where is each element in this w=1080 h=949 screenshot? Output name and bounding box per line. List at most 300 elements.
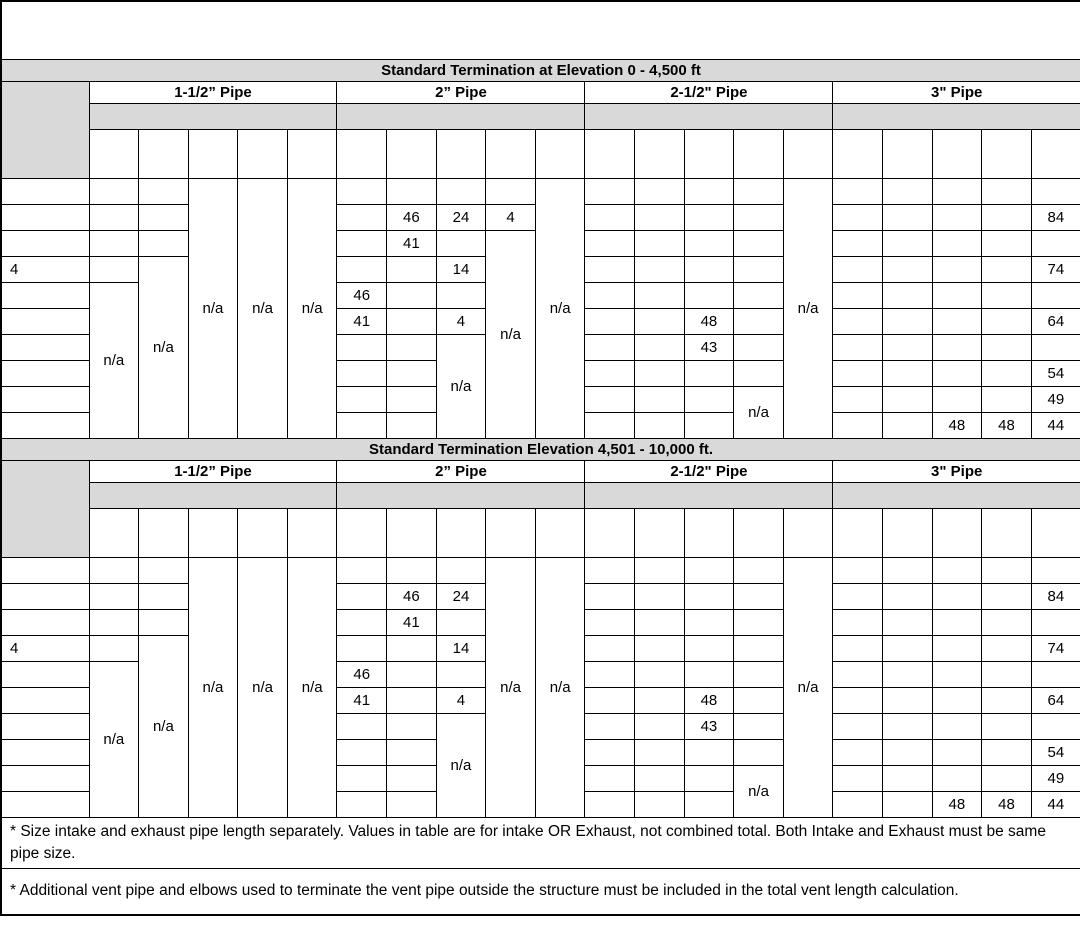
data-cell — [734, 204, 784, 230]
corner-cell — [1, 460, 89, 557]
column-header-cell — [982, 508, 1032, 557]
model-cell — [1, 765, 89, 791]
data-cell — [89, 256, 139, 282]
corner-cell — [1, 81, 89, 178]
data-cell — [833, 230, 883, 256]
pipe-size-header: 3" Pipe — [833, 460, 1080, 482]
data-cell — [387, 282, 437, 308]
data-cell — [982, 609, 1032, 635]
model-cell — [1, 204, 89, 230]
data-cell: 84 — [1031, 204, 1080, 230]
data-cell — [387, 661, 437, 687]
subheader-band — [89, 482, 337, 508]
data-cell: n/a — [89, 661, 139, 817]
data-cell: n/a — [238, 178, 288, 438]
column-header-cell — [932, 129, 982, 178]
model-cell — [1, 178, 89, 204]
data-cell — [585, 308, 635, 334]
column-header-cell — [1031, 508, 1080, 557]
data-cell — [883, 765, 933, 791]
section-banner: Standard Termination Elevation 4,501 - 10,000 ft. — [1, 438, 1080, 460]
data-cell — [734, 557, 784, 583]
data-cell — [1031, 334, 1080, 360]
data-cell — [883, 334, 933, 360]
subheader-band — [585, 482, 833, 508]
data-cell — [883, 739, 933, 765]
data-cell — [635, 713, 685, 739]
data-cell: 41 — [337, 687, 387, 713]
data-cell — [734, 308, 784, 334]
model-cell — [1, 739, 89, 765]
data-cell — [833, 334, 883, 360]
data-cell — [337, 609, 387, 635]
data-cell — [982, 583, 1032, 609]
pipe-size-header: 2” Pipe — [337, 460, 585, 482]
data-cell — [684, 609, 734, 635]
column-header-cell — [337, 129, 387, 178]
data-cell — [982, 713, 1032, 739]
pipe-size-header: 3" Pipe — [833, 81, 1080, 103]
data-cell: 48 — [932, 412, 982, 438]
column-header-cell — [238, 508, 288, 557]
column-header-cell — [783, 508, 833, 557]
data-cell — [1031, 230, 1080, 256]
pipe-size-header: 2-1/2" Pipe — [585, 81, 833, 103]
data-cell — [684, 204, 734, 230]
data-cell: n/a — [734, 765, 784, 817]
data-cell — [932, 609, 982, 635]
column-header-cell — [535, 129, 585, 178]
data-cell — [585, 739, 635, 765]
data-cell — [585, 713, 635, 739]
data-cell — [387, 412, 437, 438]
data-cell — [387, 334, 437, 360]
data-cell: n/a — [436, 713, 486, 817]
data-cell — [89, 609, 139, 635]
data-cell — [684, 360, 734, 386]
data-cell — [833, 739, 883, 765]
data-cell — [883, 308, 933, 334]
data-cell: 64 — [1031, 687, 1080, 713]
data-cell — [387, 557, 437, 583]
data-cell: 74 — [1031, 635, 1080, 661]
data-cell: n/a — [734, 386, 784, 438]
data-cell — [932, 583, 982, 609]
data-cell — [387, 765, 437, 791]
model-cell: 4 — [1, 635, 89, 661]
data-cell: n/a — [287, 178, 337, 438]
subheader-band — [585, 103, 833, 129]
data-cell — [734, 583, 784, 609]
data-cell: n/a — [139, 635, 189, 817]
data-cell — [734, 360, 784, 386]
data-cell — [833, 412, 883, 438]
data-cell: n/a — [486, 230, 536, 438]
data-cell — [635, 739, 685, 765]
data-cell: n/a — [139, 256, 189, 438]
column-header-cell — [833, 129, 883, 178]
section-banner-row — [1, 438, 1080, 460]
data-cell — [585, 583, 635, 609]
data-cell — [585, 791, 635, 817]
column-header-cell — [684, 129, 734, 178]
subheader-row — [1, 482, 1080, 508]
data-cell — [337, 256, 387, 282]
data-cell — [436, 178, 486, 204]
data-cell — [982, 230, 1032, 256]
data-cell — [932, 661, 982, 687]
data-cell — [635, 204, 685, 230]
data-cell — [337, 557, 387, 583]
data-cell: 54 — [1031, 360, 1080, 386]
model-cell — [1, 308, 89, 334]
data-cell — [833, 791, 883, 817]
data-cell — [982, 765, 1032, 791]
data-cell: n/a — [287, 557, 337, 817]
data-cell — [1031, 609, 1080, 635]
data-cell — [337, 204, 387, 230]
data-cell — [635, 178, 685, 204]
data-cell — [337, 583, 387, 609]
data-cell: 24 — [436, 204, 486, 230]
data-cell — [932, 308, 982, 334]
data-cell: 24 — [436, 583, 486, 609]
data-cell: 41 — [387, 609, 437, 635]
data-cell — [684, 635, 734, 661]
model-cell — [1, 583, 89, 609]
column-header-cell — [287, 508, 337, 557]
subheader-band — [337, 482, 585, 508]
data-cell: 41 — [337, 308, 387, 334]
data-cell — [684, 791, 734, 817]
column-header-cell — [585, 508, 635, 557]
column-header-cell — [89, 508, 139, 557]
model-cell — [1, 791, 89, 817]
data-cell: 64 — [1031, 308, 1080, 334]
data-cell — [883, 360, 933, 386]
data-cell — [387, 791, 437, 817]
data-cell — [585, 412, 635, 438]
column-header-cell — [89, 129, 139, 178]
data-cell — [387, 687, 437, 713]
data-cell — [833, 256, 883, 282]
subheader-band — [833, 482, 1080, 508]
data-cell — [684, 386, 734, 412]
data-cell — [585, 635, 635, 661]
data-cell: n/a — [486, 557, 536, 817]
model-cell — [1, 334, 89, 360]
data-cell — [734, 661, 784, 687]
pipe-size-header: 2-1/2" Pipe — [585, 460, 833, 482]
data-cell — [982, 635, 1032, 661]
data-cell — [436, 609, 486, 635]
data-cell — [585, 386, 635, 412]
data-cell: 54 — [1031, 739, 1080, 765]
data-cell — [734, 230, 784, 256]
column-header-cell — [883, 129, 933, 178]
data-cell: 4 — [436, 687, 486, 713]
data-cell: 46 — [387, 204, 437, 230]
data-cell — [1031, 178, 1080, 204]
data-cell — [982, 360, 1032, 386]
data-cell — [982, 557, 1032, 583]
data-cell: n/a — [783, 557, 833, 817]
data-cell — [635, 583, 685, 609]
data-cell — [337, 178, 387, 204]
data-cell — [883, 661, 933, 687]
data-cell — [89, 557, 139, 583]
data-cell — [684, 557, 734, 583]
footnote-row — [1, 817, 1080, 869]
column-header-cell — [436, 129, 486, 178]
data-cell: 43 — [684, 713, 734, 739]
column-header-cell — [337, 508, 387, 557]
data-cell — [883, 256, 933, 282]
data-cell — [932, 635, 982, 661]
pipe-header-row — [1, 81, 1080, 103]
column-header-cell — [833, 508, 883, 557]
data-cell — [1031, 282, 1080, 308]
data-cell — [387, 713, 437, 739]
data-cell — [635, 635, 685, 661]
data-cell — [635, 765, 685, 791]
data-cell — [883, 635, 933, 661]
data-cell — [337, 360, 387, 386]
data-cell — [337, 713, 387, 739]
data-cell — [883, 386, 933, 412]
data-cell — [585, 178, 635, 204]
data-cell: 48 — [982, 791, 1032, 817]
data-cell — [932, 334, 982, 360]
data-cell — [932, 178, 982, 204]
model-cell — [1, 687, 89, 713]
data-cell — [982, 256, 1032, 282]
column-header-cell — [982, 129, 1032, 178]
column-header-cell — [387, 508, 437, 557]
data-cell — [932, 230, 982, 256]
data-cell — [585, 765, 635, 791]
data-cell — [883, 687, 933, 713]
data-cell: 46 — [387, 583, 437, 609]
data-cell — [1031, 661, 1080, 687]
model-cell — [1, 386, 89, 412]
data-cell — [337, 791, 387, 817]
data-cell — [932, 386, 982, 412]
data-cell — [734, 609, 784, 635]
data-cell — [635, 791, 685, 817]
data-cell: 48 — [684, 687, 734, 713]
pipe-size-header: 2” Pipe — [337, 81, 585, 103]
data-cell — [883, 713, 933, 739]
column-header-cell — [535, 508, 585, 557]
data-cell — [585, 256, 635, 282]
data-cell — [436, 282, 486, 308]
column-header-row — [1, 129, 1080, 178]
data-cell — [635, 557, 685, 583]
data-cell — [883, 412, 933, 438]
data-cell — [139, 557, 189, 583]
column-header-cell — [139, 508, 189, 557]
data-cell — [883, 557, 933, 583]
data-cell — [833, 687, 883, 713]
data-cell: 41 — [387, 230, 437, 256]
data-cell — [684, 282, 734, 308]
data-cell — [734, 282, 784, 308]
data-cell — [932, 713, 982, 739]
data-cell — [833, 661, 883, 687]
data-cell — [684, 230, 734, 256]
data-cell — [635, 609, 685, 635]
data-cell — [89, 230, 139, 256]
data-cell — [833, 204, 883, 230]
subheader-band — [833, 103, 1080, 129]
data-cell: n/a — [535, 557, 585, 817]
data-cell — [932, 282, 982, 308]
data-cell — [635, 412, 685, 438]
footnote-row — [1, 869, 1080, 915]
data-cell — [833, 282, 883, 308]
data-cell — [139, 609, 189, 635]
column-header-cell — [734, 129, 784, 178]
data-cell — [734, 713, 784, 739]
data-cell — [833, 713, 883, 739]
data-cell — [387, 178, 437, 204]
data-cell — [139, 583, 189, 609]
model-cell — [1, 713, 89, 739]
data-cell — [585, 334, 635, 360]
data-cell: 44 — [1031, 412, 1080, 438]
data-cell — [982, 308, 1032, 334]
data-cell — [89, 204, 139, 230]
data-cell — [635, 334, 685, 360]
data-cell — [734, 178, 784, 204]
section-banner: Standard Termination at Elevation 0 - 4,500 ft — [1, 59, 1080, 81]
data-cell — [932, 204, 982, 230]
data-cell: 14 — [436, 256, 486, 282]
column-header-cell — [1031, 129, 1080, 178]
data-cell — [387, 360, 437, 386]
data-cell — [833, 583, 883, 609]
data-cell: 4 — [436, 308, 486, 334]
data-cell: 14 — [436, 635, 486, 661]
column-header-cell — [684, 508, 734, 557]
data-cell — [635, 308, 685, 334]
data-cell — [833, 360, 883, 386]
subheader-band — [337, 103, 585, 129]
data-cell — [337, 765, 387, 791]
data-cell: 48 — [932, 791, 982, 817]
data-cell — [932, 557, 982, 583]
data-cell: 49 — [1031, 765, 1080, 791]
column-header-cell — [883, 508, 933, 557]
data-cell: n/a — [238, 557, 288, 817]
column-header-cell — [486, 129, 536, 178]
blank-title-cell — [1, 1, 1080, 59]
data-row — [1, 178, 1080, 204]
data-cell — [585, 609, 635, 635]
data-cell — [734, 739, 784, 765]
data-cell — [684, 256, 734, 282]
data-cell — [337, 412, 387, 438]
model-cell — [1, 412, 89, 438]
data-cell — [833, 557, 883, 583]
data-cell — [436, 557, 486, 583]
data-cell — [387, 386, 437, 412]
data-cell: 84 — [1031, 583, 1080, 609]
data-cell — [833, 308, 883, 334]
data-cell — [585, 230, 635, 256]
footnote-text: * Size intake and exhaust pipe length separately. Values in table are for intake OR Exhaust, not combined total. Both Intake and Exhaust must be same pipe size. — [1, 817, 1080, 869]
data-cell — [635, 386, 685, 412]
data-cell — [684, 765, 734, 791]
data-cell — [883, 178, 933, 204]
column-header-cell — [287, 129, 337, 178]
data-cell — [585, 204, 635, 230]
data-cell — [883, 204, 933, 230]
data-cell — [684, 178, 734, 204]
data-cell — [734, 687, 784, 713]
data-cell — [982, 334, 1032, 360]
data-cell — [982, 661, 1032, 687]
model-cell — [1, 282, 89, 308]
data-cell — [585, 360, 635, 386]
data-cell — [932, 360, 982, 386]
column-header-cell — [734, 508, 784, 557]
data-cell — [883, 583, 933, 609]
subheader-band — [89, 103, 337, 129]
data-cell: n/a — [436, 334, 486, 438]
data-cell — [635, 230, 685, 256]
column-header-row — [1, 508, 1080, 557]
data-cell — [387, 308, 437, 334]
data-cell — [635, 360, 685, 386]
data-cell — [89, 635, 139, 661]
data-cell: 4 — [486, 204, 536, 230]
blank-title-row — [1, 1, 1080, 59]
data-cell — [734, 635, 784, 661]
data-cell — [436, 230, 486, 256]
data-cell — [139, 230, 189, 256]
column-header-cell — [585, 129, 635, 178]
data-cell — [635, 661, 685, 687]
data-row — [1, 557, 1080, 583]
data-cell: n/a — [783, 178, 833, 438]
data-cell — [585, 661, 635, 687]
column-header-cell — [932, 508, 982, 557]
data-cell — [833, 635, 883, 661]
data-cell — [337, 739, 387, 765]
data-cell — [387, 635, 437, 661]
data-cell — [932, 765, 982, 791]
pipe-header-row — [1, 460, 1080, 482]
column-header-cell — [139, 129, 189, 178]
data-cell — [337, 230, 387, 256]
data-cell — [932, 256, 982, 282]
data-cell — [883, 230, 933, 256]
data-cell — [833, 178, 883, 204]
data-cell — [734, 334, 784, 360]
pipe-size-header: 1-1/2” Pipe — [89, 81, 337, 103]
data-cell — [932, 687, 982, 713]
data-cell: 48 — [982, 412, 1032, 438]
data-cell — [982, 386, 1032, 412]
model-cell — [1, 360, 89, 386]
model-cell — [1, 661, 89, 687]
data-cell: 46 — [337, 282, 387, 308]
data-cell — [684, 412, 734, 438]
data-cell — [89, 583, 139, 609]
data-cell — [932, 739, 982, 765]
